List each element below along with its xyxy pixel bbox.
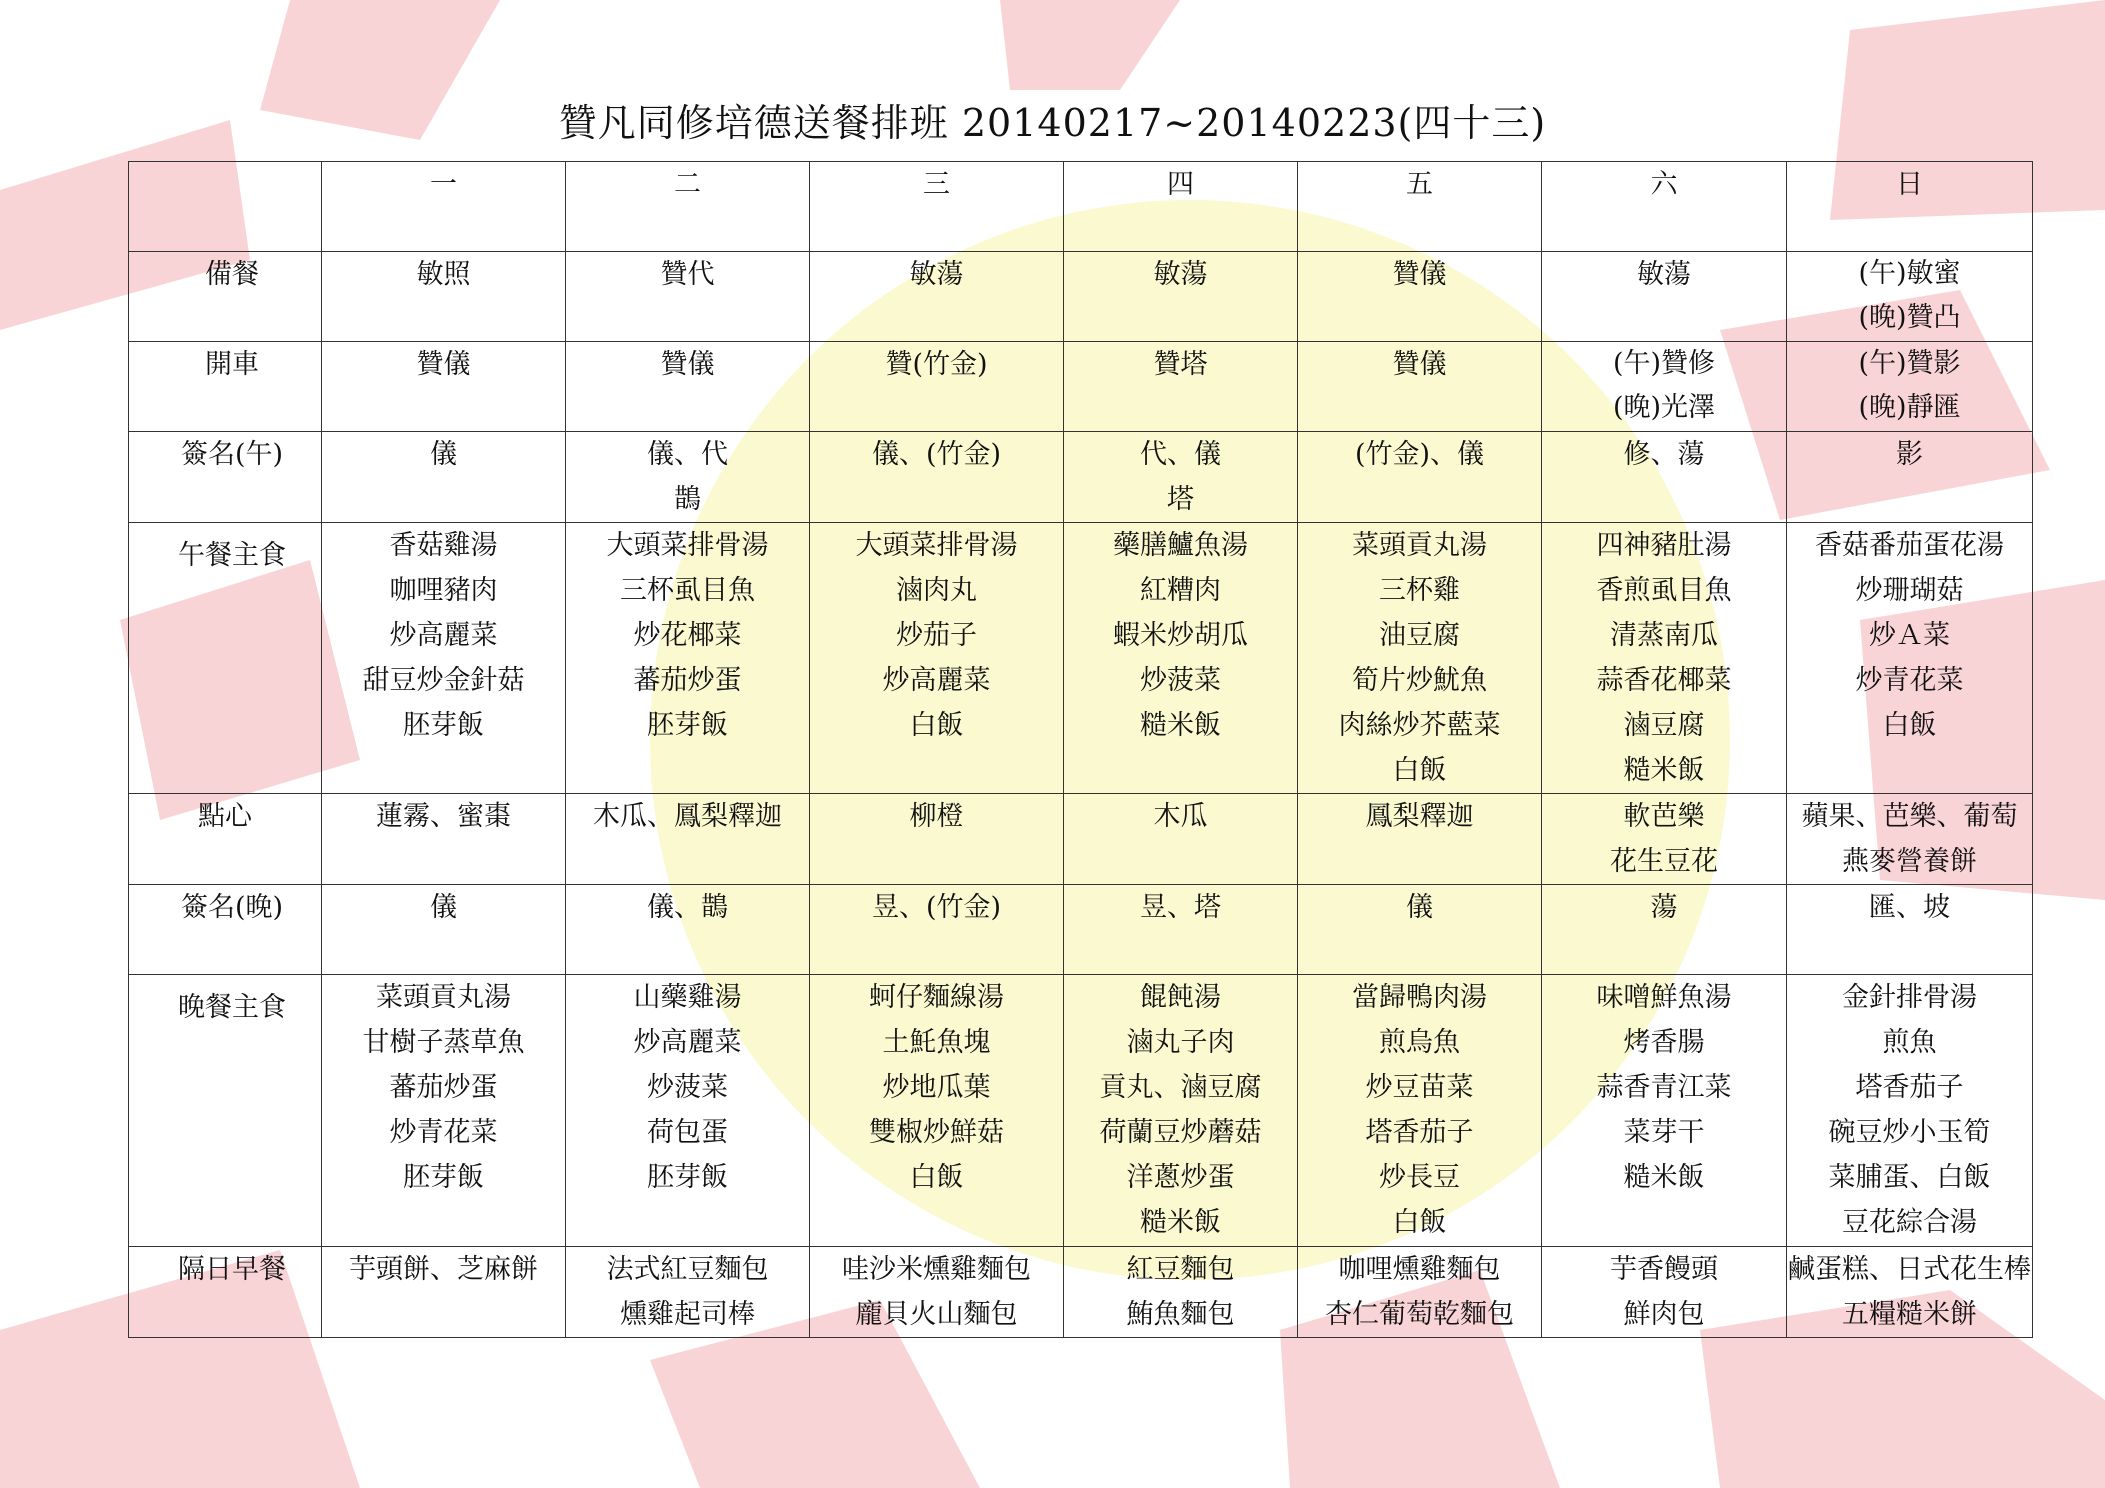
cell-text: 煎魚 (1882, 1027, 1937, 1058)
schedule-cell (1298, 975, 1542, 1247)
cell-text: 昱、塔 (1140, 892, 1221, 923)
cell-text: 花生豆花 (1610, 846, 1718, 877)
cell-text: 柳橙 (909, 801, 964, 832)
schedule-cell (566, 432, 810, 523)
cell-text: 蒜香青江菜 (1596, 1072, 1732, 1103)
cell-text: 菜頭貢丸湯 (1352, 530, 1487, 561)
cell-text: 糙米飯 (1140, 710, 1221, 741)
cell-text: 炒青花菜 (1855, 665, 1964, 696)
schedule-cell (810, 1247, 1064, 1338)
cell-text: 儀、(竹金) (871, 439, 1002, 470)
cell-text: 五糧糙米餅 (1842, 1299, 1977, 1330)
schedule-cell (566, 885, 810, 975)
cell-text: 燕麥營養餅 (1842, 846, 1977, 877)
schedule-cell (322, 523, 566, 794)
cell-text: 菜脯蛋、白飯 (1828, 1162, 1991, 1193)
cell-text: 炒豆苗菜 (1365, 1072, 1474, 1103)
cell-text: 鳳梨釋迦 (1365, 801, 1474, 832)
cell-text: 菜頭貢丸湯 (376, 982, 511, 1013)
day-header: 二 (566, 162, 810, 252)
cell-text: 鮪魚麵包 (1126, 1299, 1235, 1330)
cell-text: 荷包蛋 (647, 1117, 728, 1148)
cell-text: 炒Ａ菜 (1869, 620, 1950, 651)
cell-text: 軟芭樂 (1623, 801, 1705, 832)
schedule-cell (1298, 252, 1542, 342)
cell-text: 儀、代 (647, 439, 728, 470)
schedule-cell (1542, 432, 1787, 523)
corner-cell (129, 162, 322, 252)
schedule-cell (1787, 432, 2033, 523)
schedule-cell (322, 885, 566, 975)
row-label: 點心 (129, 794, 322, 885)
cell-text: 炒高麗菜 (633, 1027, 742, 1058)
schedule-cell (322, 794, 566, 885)
schedule-cell (810, 342, 1064, 432)
cell-text: 炒青花菜 (389, 1117, 498, 1148)
cell-text: 鹹蛋糕、日式花生棒 (1788, 1254, 2031, 1285)
cell-text: 修、蕩 (1623, 439, 1705, 470)
cell-text: 芋香饅頭 (1610, 1254, 1718, 1285)
cell-text: 塔香茄子 (1365, 1117, 1474, 1148)
cell-text: 芋頭餅、芝麻餅 (349, 1254, 538, 1285)
cell-text: 紅糟肉 (1140, 575, 1221, 606)
row-label: 開車 (129, 342, 322, 432)
cell-text: 碗豆炒小玉筍 (1828, 1117, 1991, 1148)
cell-text: 蕩 (1650, 892, 1678, 923)
cell-text: 炒茄子 (896, 620, 977, 651)
schedule-cell (1064, 432, 1298, 523)
cell-text: 敏蕩 (1153, 259, 1208, 290)
cell-text: 雙椒炒鮮菇 (869, 1117, 1004, 1148)
cell-text: (晚)贊凸 (1858, 302, 1961, 333)
cell-text: 蓮霧、蜜棗 (376, 801, 511, 832)
cell-text: 杏仁葡萄乾麵包 (1325, 1299, 1514, 1330)
cell-text: 咖哩燻雞麵包 (1338, 1254, 1501, 1285)
cell-text: 木瓜 (1153, 801, 1208, 832)
cell-text: 蚵仔麵線湯 (869, 982, 1004, 1013)
cell-text: 鮮肉包 (1623, 1299, 1705, 1330)
cell-text: (晚)光澤 (1612, 392, 1716, 423)
cell-text: 蕃茄炒蛋 (633, 665, 742, 696)
cell-text: 贊儀 (660, 349, 715, 380)
schedule-cell (1298, 523, 1542, 794)
cell-text: 味噌鮮魚湯 (1596, 982, 1732, 1013)
cell-text: 贊儀 (416, 349, 471, 380)
schedule-table (128, 161, 2033, 1338)
cell-text: 糙米飯 (1140, 1207, 1221, 1238)
cell-text: 贊(竹金) (885, 349, 988, 380)
row-prep (129, 252, 2033, 342)
cell-text: 土魠魚塊 (882, 1027, 991, 1058)
cell-text: 滷肉丸 (896, 575, 977, 606)
cell-text: 敏蕩 (1637, 259, 1691, 290)
cell-text: 儀 (430, 439, 457, 470)
cell-text: 煎烏魚 (1379, 1027, 1460, 1058)
cell-text: 滷丸子肉 (1126, 1027, 1235, 1058)
schedule-cell (1542, 252, 1787, 342)
cell-text: 炒花椰菜 (633, 620, 742, 651)
schedule-cell (1298, 885, 1542, 975)
row-label: 隔日早餐 (129, 1247, 322, 1338)
cell-text: 香菇番茄蛋花湯 (1815, 530, 2004, 561)
cell-text: 影 (1896, 439, 1923, 470)
schedule-cell (1064, 252, 1298, 342)
schedule-cell (1787, 794, 2033, 885)
cell-text: 紅豆麵包 (1126, 1254, 1235, 1285)
day-header: 五 (1298, 162, 1542, 252)
schedule-cell (322, 975, 566, 1247)
schedule-cell (566, 794, 810, 885)
page-title: 贊凡同修培德送餐排班 20140217~20140223(四十三) (558, 101, 1547, 145)
schedule-cell (322, 1247, 566, 1338)
cell-text: 糙米飯 (1623, 1162, 1705, 1193)
day-header: 一 (322, 162, 566, 252)
cell-text: 木瓜、鳳梨釋迦 (593, 801, 782, 832)
schedule-cell (566, 252, 810, 342)
cell-text: 炒高麗菜 (389, 620, 498, 651)
schedule-cell (1064, 342, 1298, 432)
cell-text: 敏照 (416, 259, 471, 290)
schedule-cell (1787, 252, 2033, 342)
schedule-cell (810, 523, 1064, 794)
cell-text: (午)贊影 (1858, 348, 1961, 379)
schedule-cell (1064, 523, 1298, 794)
cell-text: 炒菠菜 (1140, 665, 1221, 696)
schedule-cell (810, 252, 1064, 342)
schedule-cell (810, 794, 1064, 885)
schedule-cell (1787, 1247, 2033, 1338)
schedule-cell (1298, 1247, 1542, 1338)
cell-text: 昱、(竹金) (871, 892, 1002, 923)
schedule-cell (1542, 523, 1787, 794)
cell-text: 咖哩豬肉 (389, 575, 498, 606)
cell-text: 贊塔 (1153, 349, 1208, 380)
cell-text: 菜芽干 (1623, 1117, 1705, 1148)
cell-text: 白飯 (1392, 755, 1447, 786)
schedule-cell (322, 252, 566, 342)
row-snack (129, 794, 2033, 885)
schedule-cell (1787, 342, 2033, 432)
cell-text: 糙米飯 (1623, 755, 1705, 786)
cell-text: 儀 (1406, 892, 1433, 923)
cell-text: 哇沙米燻雞麵包 (842, 1254, 1031, 1285)
cell-text: (竹金)、儀 (1354, 439, 1485, 470)
row-label: 簽名(午) (129, 432, 322, 523)
schedule-cell (1787, 975, 2033, 1247)
cell-text: 炒菠菜 (647, 1072, 728, 1103)
cell-text: 蕃茄炒蛋 (389, 1072, 498, 1103)
cell-text: 山藥雞湯 (633, 982, 742, 1013)
cell-text: 藥膳鱸魚湯 (1113, 530, 1248, 561)
schedule-cell (810, 975, 1064, 1247)
schedule-cell (810, 885, 1064, 975)
cell-text: (午)敏蜜 (1858, 258, 1961, 289)
cell-text: 滷豆腐 (1623, 710, 1705, 741)
schedule-cell (322, 432, 566, 523)
schedule-cell (1542, 885, 1787, 975)
schedule-cell (1298, 342, 1542, 432)
cell-text: 燻雞起司棒 (620, 1299, 755, 1330)
cell-text: 蝦米炒胡瓜 (1113, 620, 1248, 651)
cell-text: 三杯雞 (1379, 575, 1460, 606)
cell-text: 大頭菜排骨湯 (606, 530, 769, 561)
schedule-cell (1064, 794, 1298, 885)
schedule-cell (1542, 1247, 1787, 1338)
cell-text: 烤香腸 (1623, 1027, 1705, 1058)
cell-text: 蘋果、芭樂、葡萄 (1801, 801, 2018, 832)
schedule-cell (1298, 794, 1542, 885)
schedule-cell (1064, 885, 1298, 975)
cell-text: 胚芽飯 (403, 710, 484, 741)
cell-text: 甘樹子蒸草魚 (362, 1027, 525, 1058)
cell-text: 大頭菜排骨湯 (855, 530, 1018, 561)
schedule-cell (1064, 975, 1298, 1247)
schedule-cell (810, 432, 1064, 523)
cell-text: 白飯 (1882, 710, 1937, 741)
cell-text: (午)贊修 (1612, 348, 1716, 379)
cell-text: 匯、坡 (1869, 892, 1950, 923)
schedule-cell (1787, 885, 2033, 975)
cell-text: 炒地瓜葉 (882, 1072, 991, 1103)
cell-text: 白飯 (909, 1162, 964, 1193)
cell-text: 肉絲炒芥藍菜 (1338, 710, 1501, 741)
schedule-cell (1064, 1247, 1298, 1338)
cell-text: 當歸鴨肉湯 (1352, 982, 1487, 1013)
row-sign-evening (129, 885, 2033, 975)
cell-text: 炒高麗菜 (882, 665, 991, 696)
row-breakfast (129, 1247, 2033, 1338)
schedule-cell (566, 1247, 810, 1338)
cell-text: 白飯 (909, 710, 964, 741)
cell-text: 香煎虱目魚 (1596, 575, 1732, 606)
cell-text: 敏蕩 (909, 259, 964, 290)
cell-text: 炒長豆 (1379, 1162, 1460, 1193)
cell-text: 金針排骨湯 (1842, 982, 1977, 1013)
cell-text: 白飯 (1392, 1207, 1447, 1238)
day-header: 六 (1542, 162, 1787, 252)
cell-text: 鵲 (674, 484, 701, 515)
cell-text: 贊儀 (1392, 349, 1447, 380)
header-row (129, 162, 2033, 252)
cell-text: 胚芽飯 (647, 1162, 728, 1193)
cell-text: 龐貝火山麵包 (855, 1299, 1018, 1330)
cell-text: 胚芽飯 (647, 710, 728, 741)
row-lunch (129, 523, 2033, 794)
schedule-cell (1542, 342, 1787, 432)
cell-text: 餛飩湯 (1140, 982, 1221, 1013)
schedule-cell (1542, 975, 1787, 1247)
cell-text: 洋蔥炒蛋 (1126, 1162, 1235, 1193)
cell-text: 炒珊瑚菇 (1855, 575, 1964, 606)
cell-text: 甜豆炒金針菇 (362, 665, 525, 696)
row-dinner (129, 975, 2033, 1247)
cell-text: 豆花綜合湯 (1842, 1207, 1977, 1238)
cell-text: 塔 (1167, 484, 1194, 515)
day-header: 日 (1787, 162, 2033, 252)
cell-text: 蒜香花椰菜 (1596, 665, 1732, 696)
day-header: 四 (1064, 162, 1298, 252)
cell-text: 四神豬肚湯 (1596, 530, 1732, 561)
cell-text: 儀 (430, 892, 457, 923)
cell-text: 代、儀 (1140, 439, 1221, 470)
row-label: 午餐主食 (129, 523, 322, 794)
cell-text: 贊儀 (1392, 259, 1447, 290)
schedule-cell (322, 342, 566, 432)
schedule-cell (566, 975, 810, 1247)
cell-text: 筍片炒魷魚 (1352, 665, 1487, 696)
day-header: 三 (810, 162, 1064, 252)
row-label: 簽名(晚) (129, 885, 322, 975)
cell-text: 贊代 (660, 259, 715, 290)
row-sign-noon (129, 432, 2033, 523)
cell-text: 塔香茄子 (1855, 1072, 1964, 1103)
row-label: 晚餐主食 (129, 975, 322, 1247)
schedule-cell (566, 523, 810, 794)
cell-text: 清蒸南瓜 (1610, 620, 1718, 651)
cell-text: 三杯虱目魚 (620, 575, 755, 606)
row-label: 備餐 (129, 252, 322, 342)
row-drive (129, 342, 2033, 432)
schedule-cell (566, 342, 810, 432)
cell-text: 荷蘭豆炒蘑菇 (1099, 1117, 1262, 1148)
cell-text: 胚芽飯 (403, 1162, 484, 1193)
schedule-cell (1542, 794, 1787, 885)
cell-text: 油豆腐 (1379, 620, 1460, 651)
cell-text: 貢丸、滷豆腐 (1099, 1072, 1262, 1103)
cell-text: 儀、鵲 (647, 892, 728, 923)
cell-text: 法式紅豆麵包 (606, 1254, 769, 1285)
schedule-cell (1298, 432, 1542, 523)
cell-text: (晚)靜匯 (1858, 392, 1961, 423)
cell-text: 香菇雞湯 (389, 530, 498, 561)
schedule-cell (1787, 523, 2033, 794)
